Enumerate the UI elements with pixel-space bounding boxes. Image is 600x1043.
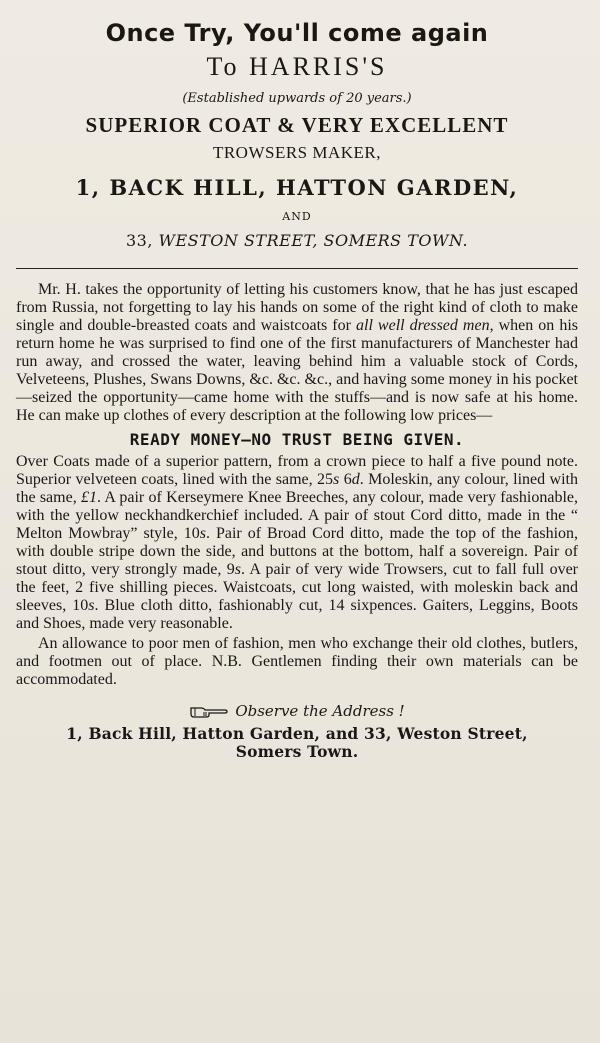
prices-unit-s: s	[333, 471, 340, 488]
prices-unit-s4: s	[88, 597, 95, 614]
address-weston-street	[16, 230, 578, 252]
address-number: 33,	[125, 231, 153, 250]
footer-address-line2: Somers Town.	[235, 742, 359, 761]
intro-text-a: Mr. H. takes the opportunity of letting his customers know, that he has just escaped from Russia, not forgetting to lay his hands on some of the right kind of cloth to make single and double-breasted coats and waistcoats for	[16, 281, 578, 334]
observe-address-line	[16, 701, 578, 721]
observe-text: Observe the Address !	[235, 702, 405, 720]
address-street: WESTON STREET, SOMERS TOWN.	[158, 231, 469, 250]
prices-text-d: . A pair of Kerseymere Knee Breeches, any colour, made very fashionable, with the yellow neckhandkerchief included. A pair of stout Cord ditto, made in the “ Melton Mowbray” style, 10	[16, 489, 578, 542]
ready-money-heading: READY MONEY—NO TRUST BEING GIVEN.	[129, 430, 465, 449]
footer-address-line1: 1, Back Hill, Hatton Garden, and 33, Weston Street,	[66, 724, 528, 743]
address-back-hill: 1, BACK HILL, HATTON GARDEN,	[75, 175, 519, 200]
footer-address	[16, 725, 578, 761]
prices-text-c: . Moleskin, any colour, lined with the same,	[16, 471, 579, 506]
header	[16, 18, 578, 252]
prices-text-b: 6	[339, 471, 352, 488]
prices-unit-s2: s	[199, 525, 206, 542]
headline-harris: To HARRIS'S	[206, 52, 388, 81]
paragraph-intro	[16, 281, 578, 425]
prices-text-g: . Blue cloth ditto, fashionably cut, 14 sixpences. Gaiters, Leggins, Boots and Shoes, made very reasonable.	[16, 597, 578, 632]
divider-rule	[16, 268, 578, 269]
intro-italic: all well dressed men	[356, 317, 490, 334]
paragraph-prices	[16, 453, 578, 633]
prices-text-f: . A pair of very wide Trowsers, cut to fall full over the feet, 2 five shilling pieces. Waistcoats, cut long waisted, with moleskin back and sleeves, 10	[16, 561, 578, 614]
prices-text-a: Over Coats made of a superior pattern, from a crown piece to half a five pound note. Superior velveteen coats, lined with the same, 25	[16, 453, 578, 488]
intro-text-b: , when on his return home he was surprised to find one of the first manufacturers of Manchester had run away, and crossed the water, leaving behind him a valuable stock of Cords, Velveteens, Plushes, Swans Downs, &c. &c. &c., and having some money in his pocket—seized the opportunity—came home with the stuffs—and is now safe at his home. He can make up clothes of every description at the following low prices—	[16, 317, 579, 424]
prices-text-e: . Pair of Broad Cord ditto, made the top of the fashion, with double stripe down the side, and buttons at the bottom, half a sovereign. Pair of stout ditto, very strongly made, 9	[16, 525, 579, 578]
prices-unit-d: d	[351, 471, 360, 488]
headline-superior-coat: SUPERIOR COAT & VERY EXCELLENT	[85, 113, 509, 137]
prices-pound: £1	[81, 489, 97, 506]
and-word: AND	[282, 210, 312, 223]
headline-once-try: Once Try, You'll come again	[105, 19, 489, 47]
paragraph-allowance: An allowance to poor men of fashion, men who exchange their old clothes, butlers, and footmen out of place. N.B. Gentlemen finding their own materials can be accommodated.	[16, 635, 578, 688]
pointing-hand-icon	[189, 704, 229, 718]
established-note: (Established upwards of 20 years.)	[182, 91, 412, 106]
prices-unit-s3: s	[234, 561, 241, 578]
headline-trowsers-maker: TROWSERS MAKER,	[212, 143, 382, 162]
